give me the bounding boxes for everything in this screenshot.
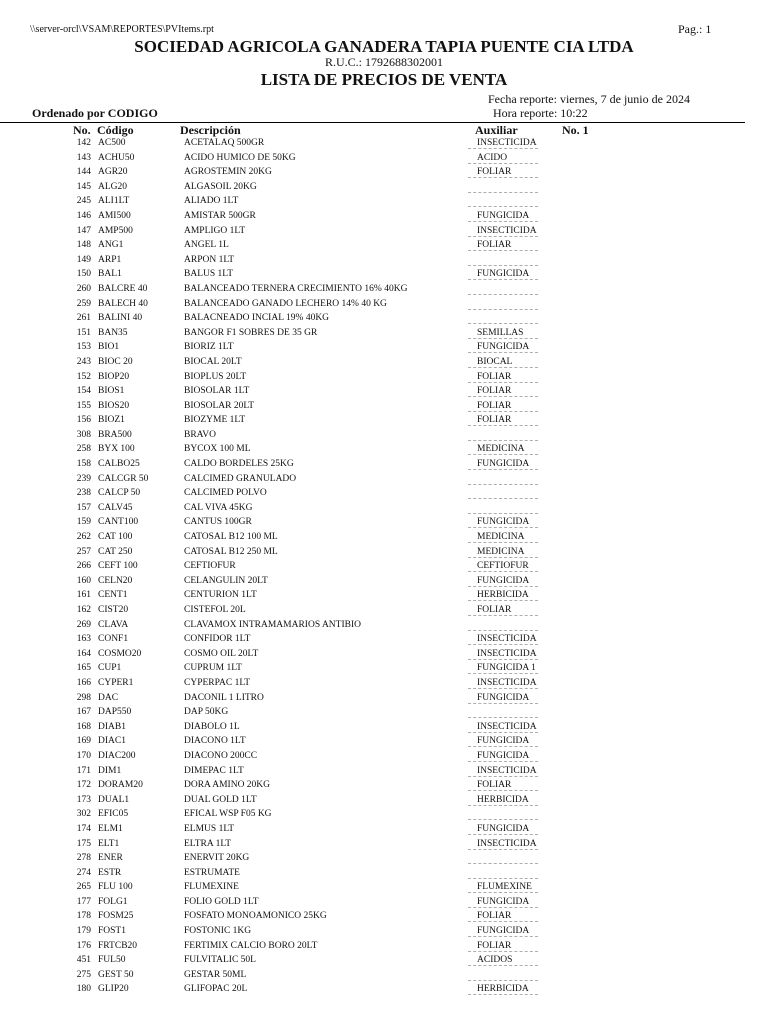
table-row [0,282,768,297]
item-auxiliar: ACIDO [477,152,508,163]
company-name: SOCIEDAD AGRICOLA GANADERA TAPIA PUENTE CIA LTDA [134,37,634,56]
item-code: GLIP20 [98,984,129,995]
table-row [0,691,768,706]
item-code: CEFT 100 [98,561,138,572]
item-number: 152 [76,371,91,382]
table-row [0,734,768,749]
table-row [0,982,768,997]
table-row [0,895,768,910]
item-number: 265 [76,882,91,893]
table-row [0,749,768,764]
item-auxiliar: INSECTICIDA [477,765,537,776]
item-code: ACHU50 [98,152,135,163]
table-row [0,720,768,735]
item-number: 159 [76,517,91,528]
item-code: FOST1 [98,926,126,937]
item-description: CALCIMED GRANULADO [184,473,297,484]
item-description: FULVITALIC 50L [184,955,256,966]
table-row [0,180,768,195]
item-code: CALCP 50 [98,488,141,499]
item-auxiliar: ACIDOS [477,955,513,966]
table-row [0,866,768,881]
item-number: 274 [76,867,91,878]
table-row [0,574,768,589]
table-row [0,953,768,968]
item-auxiliar: FUNGICIDA 1 [477,663,536,674]
item-number: 156 [76,415,91,426]
item-code: CLAVA [98,619,129,630]
table-row [0,559,768,574]
item-number: 168 [76,721,91,732]
column-header-descripcion: Descripción [180,123,241,137]
item-code: FLU 100 [98,882,133,893]
item-number: 170 [76,750,91,761]
item-code: BIOS20 [98,400,130,411]
item-auxiliar: INSECTICIDA [477,648,537,659]
item-number: 157 [76,502,91,513]
item-description: BALACNEADO INCIAL 19% 40KG [184,313,330,324]
item-number: 151 [76,327,91,338]
item-code: AMP500 [98,225,133,236]
table-row [0,822,768,837]
price-list-table [0,136,768,997]
item-code: ELM1 [98,823,123,834]
item-auxiliar: FUNGICIDA [477,896,530,907]
table-row [0,165,768,180]
table-row [0,311,768,326]
table-row [0,924,768,939]
item-auxiliar: FUNGICIDA [477,575,530,586]
item-code: ARP1 [98,254,122,265]
item-number: 261 [76,313,91,324]
table-row [0,326,768,341]
item-auxiliar: FOLIAR [477,240,512,251]
item-description: EFICAL WSP F05 KG [184,809,272,820]
item-auxiliar: FUNGICIDA [477,459,530,470]
item-code: EFIC05 [98,809,129,820]
item-description: COSMO OIL 20LT [184,648,259,659]
item-description: FLUMEXINE [184,882,239,893]
item-description: CELANGULIN 20LT [184,575,268,586]
item-code: COSMO20 [98,648,142,659]
item-description: DIACONO 1LT [184,736,246,747]
item-code: BALINI 40 [98,313,143,324]
item-code: CIST20 [98,605,129,615]
item-number: 258 [76,444,91,455]
item-number: 161 [76,590,91,601]
item-number: 178 [76,911,91,922]
item-description: CLAVAMOX INTRAMAMARIOS ANTIBIO [184,619,361,630]
file-path: \\server-orcl\VSAM\REPORTES\PVItems.rpt [30,24,214,35]
item-description: BALANCEADO GANADO LECHERO 14% 40 KG [184,298,387,309]
item-code: BIOS1 [98,386,125,397]
item-description: BIOPLUS 20LT [184,371,247,382]
item-description: BYCOX 100 ML [184,444,251,455]
report-date: Fecha reporte: viernes, 7 de junio de 2024 [488,92,690,106]
item-number: 239 [76,473,91,484]
item-number: 179 [76,926,91,937]
item-number: 245 [76,196,91,207]
table-row [0,355,768,370]
table-row [0,939,768,954]
item-code: AMI500 [98,210,131,221]
table-row [0,472,768,487]
overprint-artifact [468,994,538,997]
item-description: ACETALAQ 500GR [184,138,265,148]
table-row [0,224,768,239]
item-description: CALCIMED POLVO [184,488,267,499]
item-description: GLIFOPAC 20L [184,984,248,995]
table-row [0,515,768,530]
table-row [0,267,768,282]
item-description: CISTEFOL 20L [184,605,246,615]
table-row [0,632,768,647]
ruc-number: R.U.C.: 1792688302001 [324,55,443,69]
item-description: BRAVO [184,429,217,440]
item-number: 166 [76,677,91,688]
item-number: 177 [76,896,91,907]
table-row [0,238,768,253]
table-row [0,603,768,618]
table-row [0,399,768,414]
table-row [0,588,768,603]
item-number: 154 [76,386,91,397]
item-code: FOSM25 [98,911,134,922]
item-code: BALCRE 40 [98,283,148,294]
item-description: DUAL GOLD 1LT [184,794,257,805]
table-row [0,618,768,633]
item-code: DUAL1 [98,794,130,805]
item-number: 278 [76,853,91,864]
item-number: 176 [76,940,91,951]
item-auxiliar: SEMILLAS [477,327,524,338]
item-description: BALUS 1LT [184,269,234,280]
item-description: FERTIMIX CALCIO BORO 20LT [184,940,318,951]
table-row [0,661,768,676]
item-description: BIOSOLAR 1LT [184,386,250,397]
item-auxiliar: HERBICIDA [477,590,529,601]
item-description: ACIDO HUMICO DE 50KG [184,152,296,163]
item-number: 238 [76,488,91,499]
item-description: CAL VIVA 45KG [184,502,253,513]
item-number: 262 [76,532,91,543]
item-auxiliar: FOLIAR [477,386,512,397]
item-auxiliar: FUNGICIDA [477,692,530,703]
item-code: ELT1 [98,838,120,849]
item-number: 266 [76,561,91,572]
item-description: CENTURION 1LT [184,590,257,601]
item-auxiliar: MEDICINA [477,444,525,455]
table-row [0,880,768,895]
item-description: DACONIL 1 LITRO [184,692,264,703]
report-time: Hora reporte: 10:22 [493,106,588,120]
item-description: CATOSAL B12 100 ML [184,532,278,543]
table-row [0,209,768,224]
item-number: 146 [76,210,91,221]
item-number: 275 [76,969,91,980]
item-code: DAP550 [98,707,132,718]
table-row [0,764,768,779]
item-description: AMISTAR 500GR [184,210,256,221]
item-code: CUP1 [98,663,122,674]
item-description: BIOZYME 1LT [184,415,246,426]
item-number: 164 [76,648,91,659]
table-row [0,647,768,662]
item-code: FOLG1 [98,896,128,907]
item-description: DAP 50KG [184,707,229,718]
item-number: 302 [76,809,91,820]
item-description: FOLIO GOLD 1LT [184,896,259,907]
item-number: 173 [76,794,91,805]
item-auxiliar: CEFTIOFUR [477,561,529,572]
item-code: BIOP20 [98,371,130,382]
item-description: CATOSAL B12 250 ML [184,546,278,557]
item-description: BIOCAL 20LT [184,356,242,367]
item-code: BYX 100 [98,444,135,455]
item-code: ALI1LT [98,196,130,207]
item-auxiliar: FUNGICIDA [477,269,530,280]
item-number: 153 [76,342,91,353]
item-auxiliar: HERBICIDA [477,794,529,805]
item-description: CEFTIOFUR [184,561,236,572]
item-code: ENER [98,853,123,864]
item-auxiliar: BIOCAL [477,356,513,367]
table-row [0,297,768,312]
table-row [0,705,768,720]
item-auxiliar: MEDICINA [477,546,525,557]
column-header-no: No. [73,123,91,137]
item-code: BIOC 20 [98,356,133,367]
item-auxiliar: FUNGICIDA [477,926,530,937]
table-row [0,851,768,866]
item-description: BALANCEADO TERNERA CRECIMIENTO 16% 40KG [184,283,408,294]
item-description: CYPERPAC 1LT [184,677,251,688]
item-code: CAT 250 [98,546,133,557]
table-row [0,545,768,560]
table-row [0,837,768,852]
item-code: BIO1 [98,342,120,353]
item-number: 148 [76,240,91,251]
table-row [0,253,768,268]
item-description: ESTRUMATE [184,867,240,878]
item-auxiliar: INSECTICIDA [477,225,537,236]
table-row [0,194,768,209]
item-number: 149 [76,254,91,265]
item-auxiliar: FOLIAR [477,780,512,791]
table-row [0,501,768,516]
table-row [0,530,768,545]
item-auxiliar: INSECTICIDA [477,677,537,688]
item-description: ARPON 1LT [184,254,235,265]
column-header-no1: No. 1 [562,123,589,137]
ordered-by: Ordenado por CODIGO [32,106,158,120]
item-auxiliar: FOLIAR [477,400,512,411]
item-auxiliar: FUNGICIDA [477,517,530,528]
item-description: CALDO BORDELES 25KG [184,459,294,470]
item-number: 167 [76,707,91,718]
item-description: CONFIDOR 1LT [184,634,251,645]
item-number: 451 [76,955,91,966]
item-number: 160 [76,575,91,586]
item-auxiliar: MEDICINA [477,532,525,543]
item-description: CANTUS 100GR [184,517,252,528]
item-number: 180 [76,984,91,995]
item-code: BALECH 40 [98,298,148,309]
item-code: DIM1 [98,765,122,776]
item-description: DIABOLO 1L [184,721,240,732]
item-code: CALCGR 50 [98,473,149,484]
item-description: FOSFATO MONOAMONICO 25KG [184,911,327,922]
table-row [0,370,768,385]
column-header-codigo: Código [97,123,134,137]
item-description: ALGASOIL 20KG [184,181,257,192]
item-number: 260 [76,283,91,294]
item-description: BIOSOLAR 20LT [184,400,255,411]
item-auxiliar: INSECTICIDA [477,634,537,645]
item-code: DIAC1 [98,736,126,747]
item-description: ANGEL 1L [184,240,229,251]
item-code: DAC [98,692,119,703]
item-code: DORAM20 [98,780,143,791]
item-description: ELMUS 1LT [184,823,235,834]
item-auxiliar: INSECTICIDA [477,138,537,148]
item-number: 142 [76,138,91,148]
item-number: 171 [76,765,91,776]
item-auxiliar: FOLIAR [477,167,512,178]
item-code: ESTR [98,867,122,878]
item-code: ALG20 [98,181,128,192]
item-auxiliar: FOLIAR [477,911,512,922]
table-row [0,384,768,399]
table-row [0,136,768,151]
item-number: 158 [76,459,91,470]
item-auxiliar: FLUMEXINE [477,882,532,893]
item-number: 269 [76,619,91,630]
item-description: ELTRA 1LT [184,838,232,849]
table-row [0,428,768,443]
item-auxiliar: FUNGICIDA [477,342,530,353]
table-row [0,778,768,793]
item-number: 169 [76,736,91,747]
item-number: 163 [76,634,91,645]
item-code: CELN20 [98,575,133,586]
item-number: 298 [76,692,91,703]
item-description: ENERVIT 20KG [184,853,250,864]
item-code: BIOZ1 [98,415,125,426]
table-row [0,968,768,983]
item-code: ANG1 [98,240,124,251]
item-code: CONF1 [98,634,129,645]
item-code: CYPER1 [98,677,134,688]
item-code: CENT1 [98,590,128,601]
item-description: FOSTONIC 1KG [184,926,252,937]
item-code: FUL50 [98,955,126,966]
item-code: BAN35 [98,327,128,338]
item-auxiliar: FOLIAR [477,371,512,382]
item-auxiliar: FUNGICIDA [477,750,530,761]
item-auxiliar: FUNGICIDA [477,823,530,834]
table-row [0,151,768,166]
item-auxiliar: FOLIAR [477,415,512,426]
table-row [0,807,768,822]
item-description: DIACONO 200CC [184,750,258,761]
item-number: 259 [76,298,91,309]
item-code: DIAB1 [98,721,126,732]
item-number: 308 [76,429,91,440]
item-number: 143 [76,152,91,163]
item-description: DIMEPAC 1LT [184,765,244,776]
item-auxiliar: FOLIAR [477,605,512,615]
item-auxiliar: INSECTICIDA [477,721,537,732]
item-description: ALIADO 1LT [184,196,239,207]
item-code: DIAC200 [98,750,136,761]
item-number: 175 [76,838,91,849]
item-auxiliar: FUNGICIDA [477,736,530,747]
item-code: BAL1 [98,269,122,280]
item-number: 144 [76,167,91,178]
item-code: CANT100 [98,517,139,528]
item-auxiliar: FOLIAR [477,940,512,951]
item-description: CUPRUM 1LT [184,663,242,674]
table-row [0,457,768,472]
table-row [0,340,768,355]
table-row [0,486,768,501]
item-description: BIORIZ 1LT [184,342,234,353]
item-number: 150 [76,269,91,280]
item-number: 243 [76,356,91,367]
item-auxiliar: HERBICIDA [477,984,529,995]
item-code: GEST 50 [98,969,134,980]
item-number: 257 [76,546,91,557]
table-row [0,676,768,691]
item-description: AGROSTEMIN 20KG [184,167,272,178]
column-header-auxiliar: Auxiliar [475,123,518,137]
item-number: 162 [76,605,91,615]
item-code: BRA500 [98,429,132,440]
item-number: 147 [76,225,91,236]
item-code: AGR20 [98,167,128,178]
item-number: 172 [76,780,91,791]
item-number: 145 [76,181,91,192]
item-description: GESTAR 50ML [184,969,247,980]
table-row [0,442,768,457]
item-description: AMPLIGO 1LT [184,225,246,236]
item-code: CAT 100 [98,532,133,543]
item-auxiliar: INSECTICIDA [477,838,537,849]
item-number: 155 [76,400,91,411]
item-number: 174 [76,823,91,834]
page-number: Pag.: 1 [678,22,712,36]
table-row [0,413,768,428]
table-row [0,909,768,924]
item-code: AC500 [98,138,126,148]
item-description: DORA AMINO 20KG [184,780,271,791]
item-code: FRTCB20 [98,940,138,951]
item-auxiliar: FUNGICIDA [477,210,530,221]
item-number: 165 [76,663,91,674]
item-description: BANGOR F1 SOBRES DE 35 GR [184,327,318,338]
item-code: CALBO25 [98,459,140,470]
item-code: CALV45 [98,502,133,513]
table-row [0,793,768,808]
report-title: LISTA DE PRECIOS DE VENTA [260,70,508,89]
